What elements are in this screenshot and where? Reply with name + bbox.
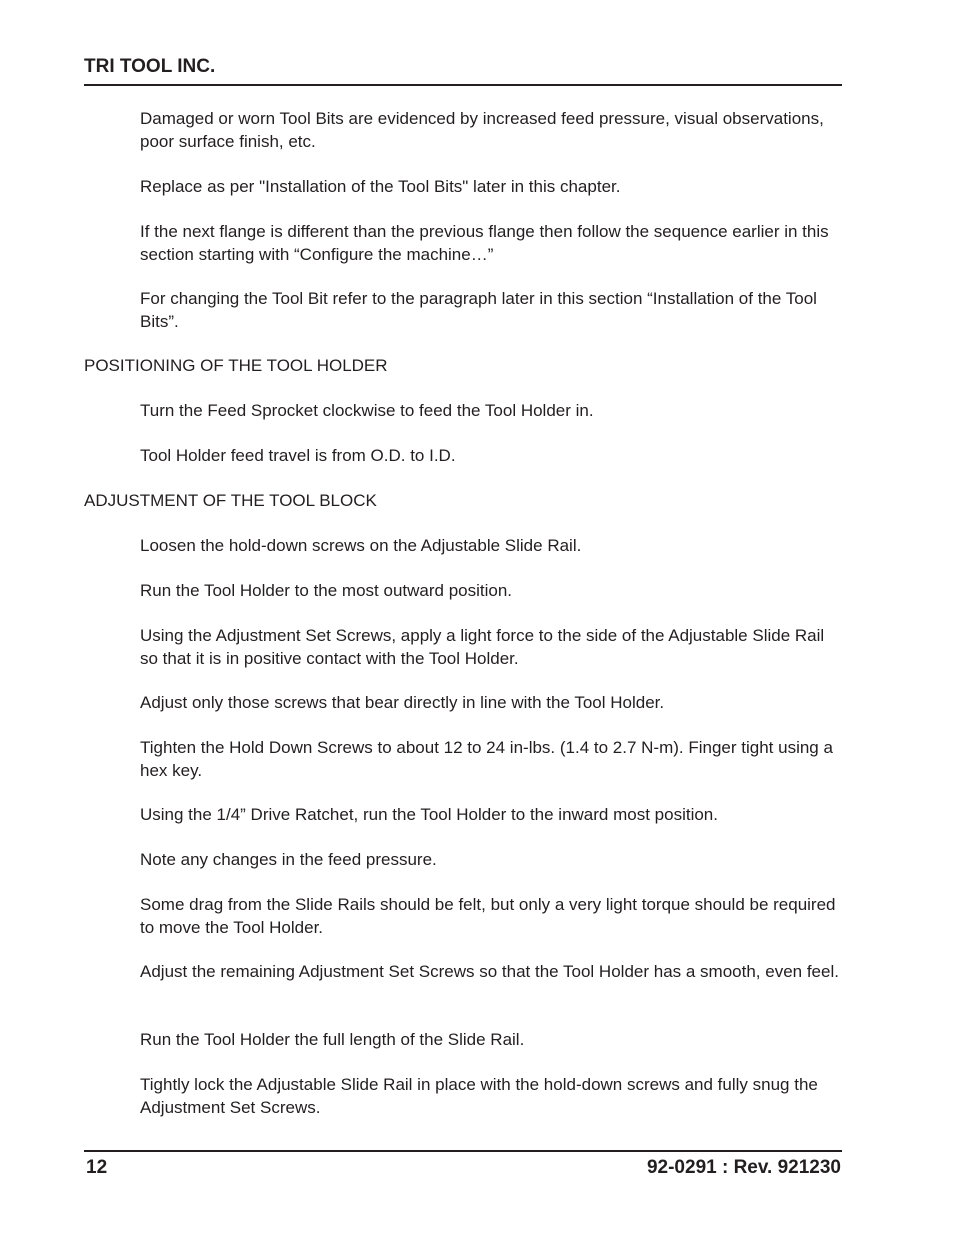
page-number: 12 [86, 1157, 108, 1178]
paragraph-feed-pressure: Note any changes in the feed pressure. [140, 850, 437, 869]
document-revision: 92-0291 : Rev. 921230 [646, 1157, 841, 1178]
section-heading-adjustment: ADJUSTMENT OF THE TOOL BLOCK [84, 491, 377, 510]
company-name: TRI TOOL INC. [84, 56, 216, 77]
paragraph-adjust-screws-in-line: Adjust only those screws that bear directly in line with the Tool Holder. [140, 693, 665, 712]
paragraph-damaged-tool-bits: Damaged or worn Tool Bits are evidenced by increased feed pressure, visual observations, poor surface finish, etc. [140, 109, 824, 151]
paragraph-outward-position: Run the Tool Holder to the most outward position. [140, 581, 513, 600]
paragraph-remaining-screws: Adjust the remaining Adjustment Set Screws so that the Tool Holder has a smooth, even feel. [140, 962, 839, 981]
paragraph-slide-rail-drag: Some drag from the Slide Rails should be felt, but only a very light torque should be required to move the Tool Holder. [140, 895, 836, 937]
paragraph-drive-ratchet: Using the 1/4” Drive Ratchet, run the Tool Holder to the inward most position. [140, 805, 718, 824]
paragraph-tighten-hold-down: Tighten the Hold Down Screws to about 12 to 24 in-lbs. (1.4 to 2.7 N-m). Finger tight using a hex key. [140, 738, 833, 780]
paragraph-loosen-screws: Loosen the hold-down screws on the Adjustable Slide Rail. [140, 536, 582, 555]
paragraph-full-length: Run the Tool Holder the full length of the Slide Rail. [140, 1030, 525, 1049]
paragraph-feed-travel: Tool Holder feed travel is from O.D. to I.D. [140, 446, 456, 465]
paragraph-adjustment-set-screws: Using the Adjustment Set Screws, apply a light force to the side of the Adjustable Slide Rail so that it is in positive contact with the Tool Holder. [140, 626, 825, 668]
paragraph-lock-slide-rail: Tightly lock the Adjustable Slide Rail in place with the hold-down screws and fully snug the Adjustment Set Screws. [140, 1075, 818, 1117]
paragraph-changing-tool-bit: For changing the Tool Bit refer to the paragraph later in this section “Installation of the Tool Bits”. [140, 289, 817, 331]
footer-divider [84, 1150, 842, 1152]
paragraph-next-flange: If the next flange is different than the previous flange then follow the sequence earlier in this section starting with “Configure the machine…” [140, 222, 829, 264]
section-heading-positioning: POSITIONING OF THE TOOL HOLDER [84, 356, 388, 375]
paragraph-feed-sprocket: Turn the Feed Sprocket clockwise to feed the Tool Holder in. [140, 401, 594, 420]
paragraph-replace-tool-bits: Replace as per "Installation of the Tool Bits" later in this chapter. [140, 177, 621, 196]
header-divider [84, 84, 842, 86]
